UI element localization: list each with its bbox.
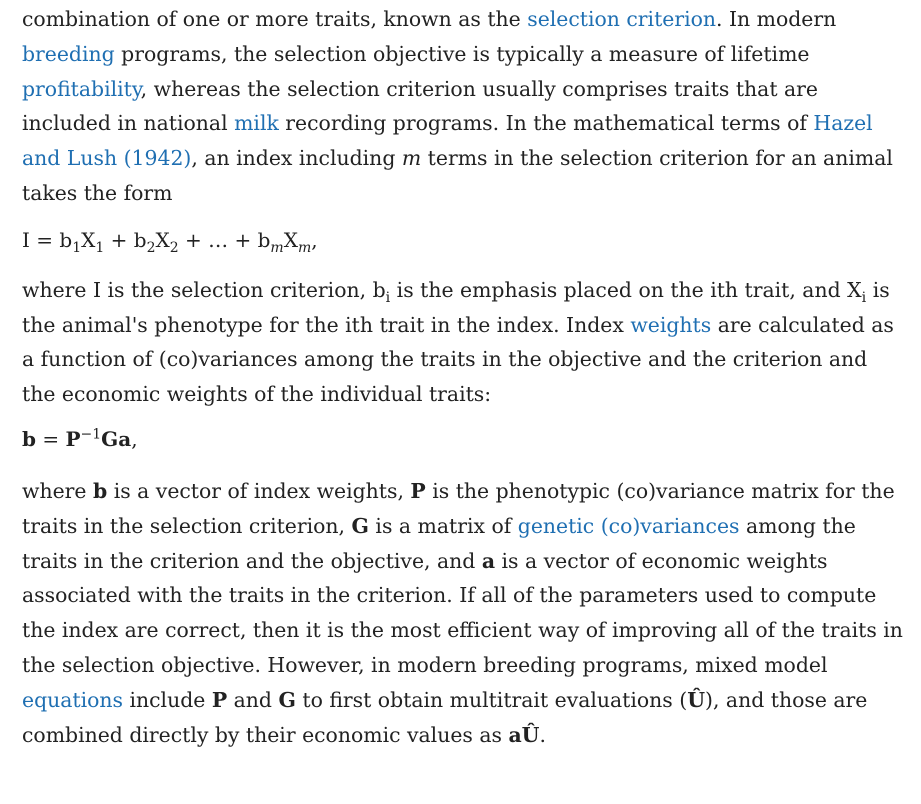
text: , whereas the selection criterion usually comprises traits that are included in national [22,76,818,136]
eq-sub: m [270,239,284,256]
bold-a: a [481,548,496,573]
text: is the phenotypic (co)variance matrix for the traits in the selection criterion, [22,478,895,538]
text: to first obtain multitrait evaluations ( [295,687,688,712]
text: is the animal's phenotype for the ith trait in the index. Index [22,277,890,337]
bold-b: b [92,478,108,503]
paragraph-where-b [22,474,903,752]
paragraph-intro [22,2,903,211]
eq-sub: m [297,239,312,256]
bold-u-hat: Û [687,687,706,712]
text: and [227,687,279,712]
sub-i: i [385,289,391,306]
variable-m: m [401,146,422,171]
text: terms in the selection criterion for an animal takes the form [22,146,893,205]
eq-text: + … + b [178,227,271,252]
eq-text: X [155,227,170,252]
text: include [123,687,212,712]
link-weights[interactable]: weights [630,312,712,337]
text: are calculated as a function of (co)variances among the traits in the objective and the criterion and the economic weights of the individual traits: [22,312,894,407]
eq-sub: 2 [169,239,179,256]
link-milk[interactable]: milk [234,111,279,136]
link-selection-criterion[interactable]: selection criterion [527,7,717,31]
eq-text: , [311,227,318,252]
text: . [539,722,546,747]
text: recording programs. In the mathematical terms of [278,111,814,136]
text: ), and those are combined directly by their economic values as [22,687,868,747]
text: programs, the selection objective is typically a measure of lifetime [114,41,810,66]
eq-text: , [131,426,138,451]
bold-g: G [278,687,296,712]
link-hazel-lush-1942[interactable]: Hazel and Lush (1942) [22,111,873,171]
eq-sub: 2 [146,239,156,256]
link-equations[interactable]: equations [22,687,123,712]
text: is a matrix of [368,513,518,538]
text: where [22,478,93,503]
sub-i: i [861,289,867,306]
link-profitability[interactable]: profitability [22,76,141,101]
text: is a vector of index weights, [107,478,411,503]
link-breeding[interactable]: breeding [22,41,115,66]
eq-text: I = b [22,227,73,252]
text: . In modern [716,7,837,31]
eq-bold: Ga [101,426,132,451]
eq-bold: P [65,426,81,451]
eq-text: X [283,227,298,252]
text: is the emphasis placed on the ith trait, and X [390,277,862,302]
paragraph-where-i [22,273,903,412]
bold-a-u-hat: aÛ [508,722,540,747]
equation-index [22,225,903,255]
text: among the traits in the criterion and the objective, and [22,513,856,573]
eq-sub: 1 [72,239,82,256]
text: where I is the selection criterion, b [22,277,386,302]
bold-p: P [410,478,426,503]
bold-p: P [211,687,228,712]
eq-text: = [35,426,66,451]
text: , an index including [191,146,402,171]
eq-bold: b [22,426,36,451]
eq-text: + b [104,227,147,252]
eq-sup: −1 [80,426,102,443]
text: is a vector of economic weights associated with the traits in the criterion. If all of the parameters used to compute the index are correct, then it is the most efficient way of improving all of the traits in the selection objective. However, in modern breeding programs, mixed model [22,548,903,677]
eq-text: X [81,227,96,252]
bold-g: G [351,513,369,538]
text: combination of one or more traits, known as the [22,7,528,31]
eq-sub: 1 [95,239,105,256]
equation-weights [22,424,903,454]
link-genetic-covariances[interactable]: genetic (co)variances [517,513,740,538]
